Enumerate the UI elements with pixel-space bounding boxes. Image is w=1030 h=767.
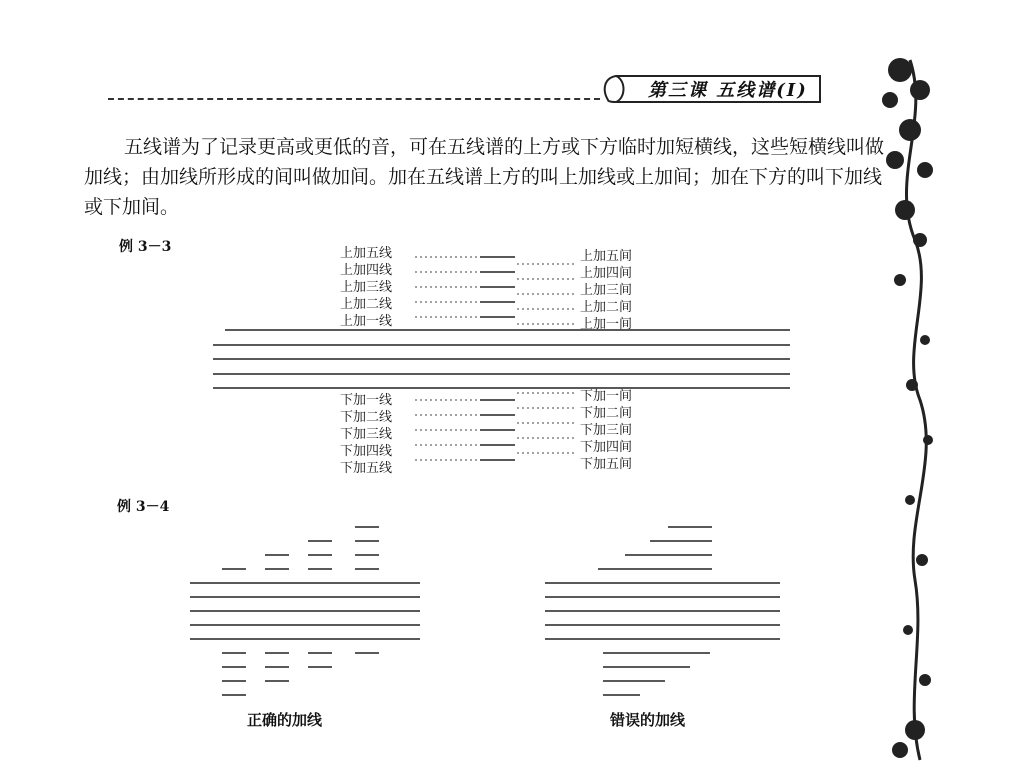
label-upper-space-1: 上加一间 <box>580 317 633 332</box>
label-upper-space-4: 上加四间 <box>580 266 633 281</box>
label-upper-space-2: 上加二间 <box>580 300 633 315</box>
label-lower-space-2: 下加二间 <box>580 406 633 421</box>
lesson-title: 第三课 五线谱(Ⅰ) <box>648 80 808 101</box>
caption-wrong-ledger: 错误的加线 <box>610 711 686 729</box>
label-upper-line-1: 上加一线 <box>340 314 393 329</box>
label-upper-line-3: 上加三线 <box>340 280 393 295</box>
correct-ledger-example <box>190 527 420 695</box>
label-lower-space-3: 下加三间 <box>580 423 633 438</box>
wrong-ledger-example <box>545 527 780 695</box>
label-lower-space-1: 下加一间 <box>580 389 633 404</box>
example-3-3-label: 例 3－3 <box>119 239 172 255</box>
label-upper-space-3: 上加三间 <box>580 283 633 298</box>
label-lower-line-2: 下加二线 <box>340 410 393 425</box>
label-lower-line-3: 下加三线 <box>340 427 393 442</box>
label-lower-space-4: 下加四间 <box>580 440 633 455</box>
label-upper-line-5: 上加五线 <box>340 246 393 261</box>
floral-vine-icon <box>870 40 950 767</box>
label-lower-line-1: 下加一线 <box>340 393 393 408</box>
label-upper-line-2: 上加二线 <box>340 297 393 312</box>
label-lower-line-5: 下加五线 <box>340 461 393 476</box>
example-3-4-label: 例 3－4 <box>117 499 170 515</box>
caption-correct-ledger: 正确的加线 <box>247 711 323 729</box>
body-paragraph: 五线谱为了记录更高或更低的音，可在五线谱的上方或下方临时加短横线，这些短横线叫做加线；由加线所形成的间叫做加间。加在五线谱上方的叫上加线或上加间；加在下方的叫下加线或下加间。 <box>84 136 885 218</box>
label-lower-space-5: 下加五间 <box>580 457 633 472</box>
label-lower-line-4: 下加四线 <box>340 444 393 459</box>
label-upper-line-4: 上加四线 <box>340 263 393 278</box>
label-upper-space-5: 上加五间 <box>580 249 633 264</box>
